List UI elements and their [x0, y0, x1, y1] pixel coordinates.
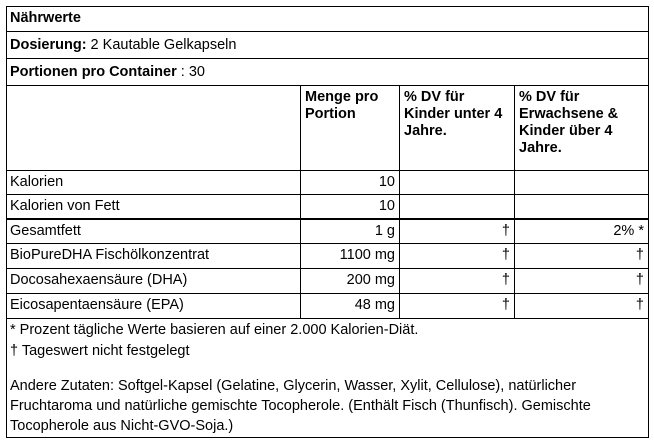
nutrient-dv-children: †	[400, 294, 515, 318]
nutrient-name: Eicosapentaensäure (EPA)	[7, 294, 301, 318]
nutrient-amount: 10	[301, 171, 400, 194]
table-row	[7, 171, 648, 195]
nutrition-facts-panel	[6, 6, 649, 438]
ingredients-text: Andere Zutaten: Softgel-Kapsel (Gelatine, Glycerin, Wasser, Xylit, Cellulose), natürlicher Fruchtaroma und natürliche gemischte Tocopherole. (Enthält Fisch (Thunfisch). Gemischte Tocopherole aus Nicht-GVO-Soja.)	[10, 378, 591, 434]
nutrient-dv-children: †	[400, 269, 515, 293]
nutrient-name: BioPureDHA Fischölkonzentrat	[7, 244, 301, 268]
nutrient-name: Docosahexaensäure (DHA)	[7, 269, 301, 293]
dosage-line	[7, 32, 648, 59]
percent-footnote: * Prozent tägliche Werte basieren auf einer 2.000 Kalorien-Diät.	[10, 322, 419, 338]
nutrient-dv-adults: †	[635, 272, 644, 288]
table-row	[7, 294, 648, 319]
nutrient-dv-adults	[515, 171, 648, 194]
header-amount: Menge pro Portion	[301, 86, 400, 170]
table-row	[7, 195, 648, 219]
nutrient-name: Kalorien von Fett	[7, 195, 301, 218]
nutrient-amount: 200 mg	[301, 269, 400, 293]
servings-value: : 30	[176, 64, 205, 80]
table-row	[7, 269, 648, 294]
nutrient-dv-children	[400, 171, 515, 194]
nutrient-name: Kalorien	[7, 171, 301, 194]
nutrient-dv-children	[400, 195, 515, 218]
nutrient-dv-adults: †	[635, 247, 644, 263]
dosage-label: Dosierung:	[10, 37, 87, 53]
nutrient-amount: 48 mg	[301, 294, 400, 318]
header-dv-adults: % DV für Erwachsene & Kinder über 4 Jahre.	[519, 89, 619, 156]
header-dv-children: % DV für Kinder unter 4 Jahre.	[400, 86, 515, 170]
dosage-value: 2 Kautable Gelkapseln	[86, 37, 237, 53]
servings-line	[7, 59, 648, 86]
nutrient-amount: 10	[301, 195, 400, 218]
nutrient-dv-adults	[515, 195, 648, 218]
table-row	[7, 219, 648, 244]
dagger-footnote: † Tageswert nicht festgelegt	[10, 343, 190, 359]
servings-label: Portionen pro Container	[10, 64, 177, 80]
nutrient-amount: 1100 mg	[301, 244, 400, 268]
panel-title	[7, 7, 648, 32]
header-nutrient	[7, 86, 301, 170]
table-row	[7, 244, 648, 269]
nutrient-dv-adults: †	[635, 297, 644, 313]
nutrient-name: Gesamtfett	[7, 220, 301, 243]
nutrient-dv-adults: 2% *	[613, 223, 644, 239]
nutrient-dv-children: †	[400, 220, 515, 243]
table-header-row	[7, 86, 648, 171]
nutrient-dv-children: †	[400, 244, 515, 268]
nutrient-amount: 1 g	[301, 220, 400, 243]
panel-title-text: Nährwerte	[10, 10, 81, 26]
